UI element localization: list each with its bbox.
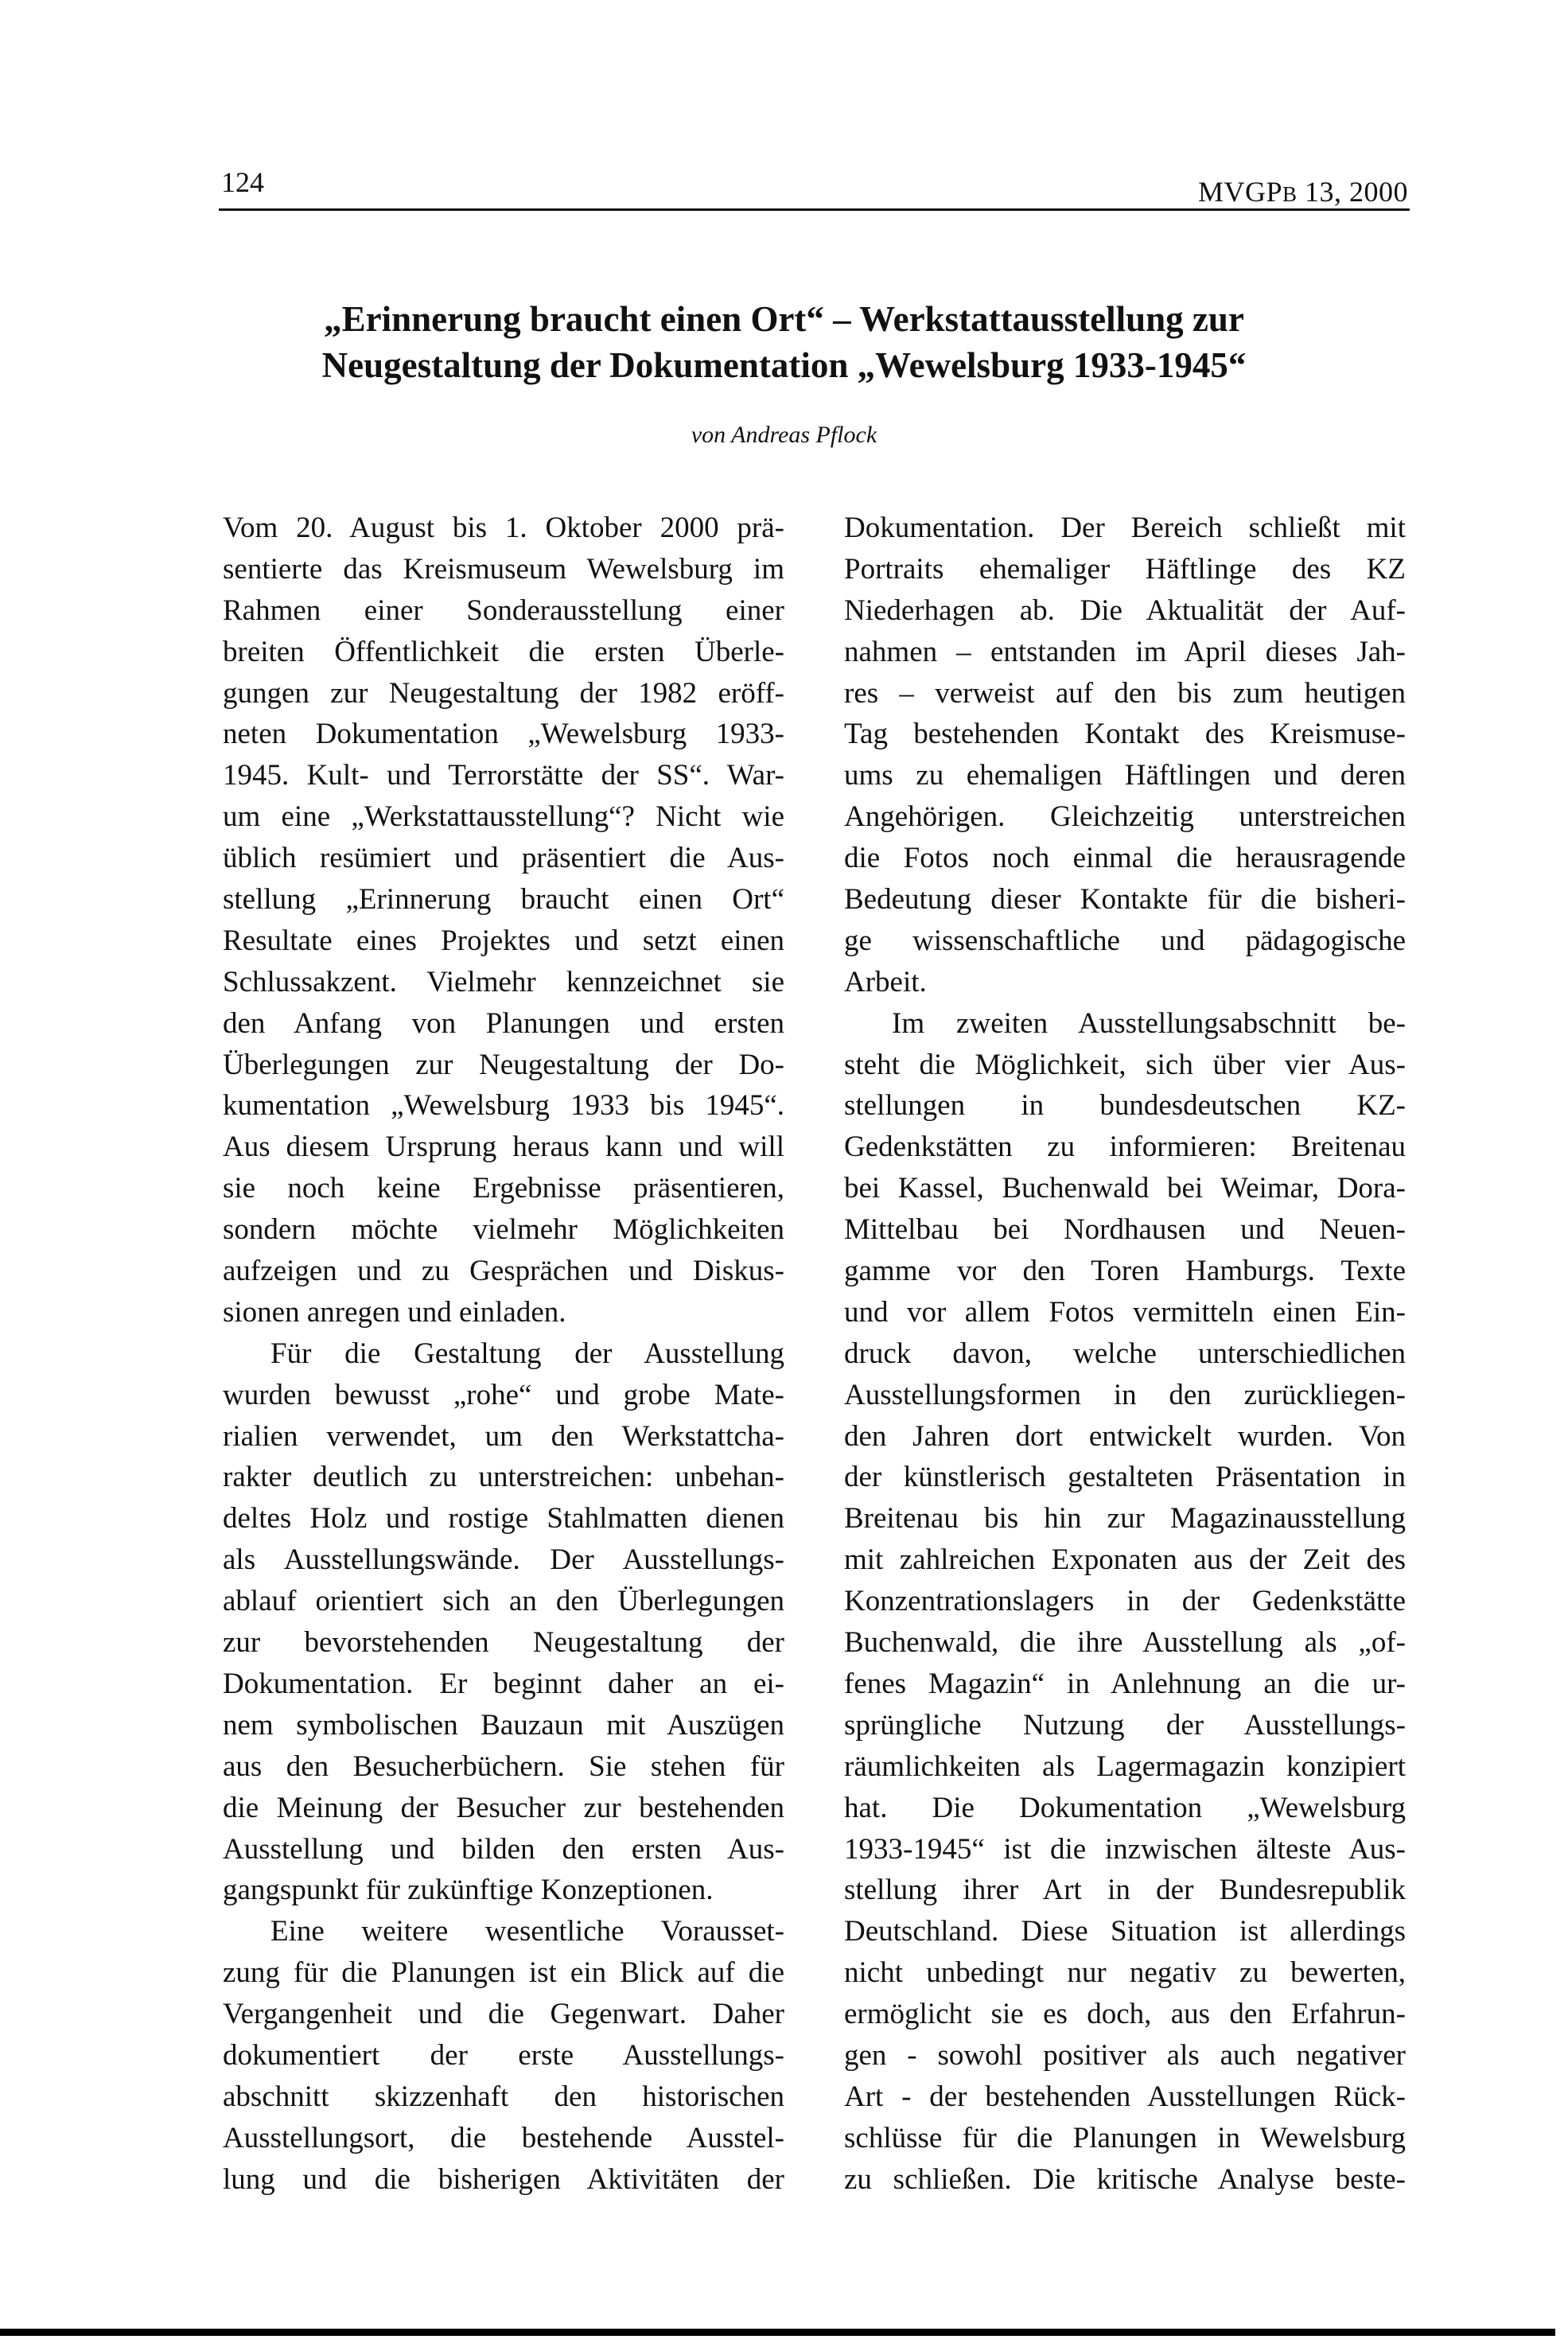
text-line: Dokumentation. Er beginnt daher an ei- [223,1667,784,1700]
title-line-1: „Erinnerung braucht einen Ort“ – Werkstattausstellung zur [324,299,1244,339]
text-line: rakter deutlich zu unterstreichen: unbehan- [223,1461,784,1494]
article-title [0,296,1568,388]
text-line: Tag bestehenden Kontakt des Kreismuse- [844,718,1406,751]
text-line: druck davon, welche unterschiedlichen [844,1337,1406,1370]
text-line: üblich resümiert und präsentiert die Aus- [223,842,784,875]
text-line: gungen zur Neugestaltung der 1982 eröff- [223,676,784,710]
text-line: Ausstellung und bilden den ersten Aus- [223,1832,784,1866]
text-line: den Anfang von Planungen und ersten [223,1006,784,1040]
text-line: rialien verwendet, um den Werkstattcha- [223,1419,784,1453]
text-line: gamme vor den Toren Hamburgs. Texte [844,1255,1406,1288]
journal-citation [1198,175,1408,208]
text-line: ermöglicht sie es doch, aus den Erfahrun- [844,1998,1406,2031]
text-line: kumentation „Wewelsburg 1933 bis 1945“. [223,1089,784,1123]
text-line: ablauf orientiert sich an den Überlegungen [223,1585,784,1618]
text-line: sondern möchte vielmehr Möglichkeiten [223,1213,784,1247]
text-line: Gedenkstätten zu informieren: Breitenau [844,1131,1406,1164]
text-line: Rahmen einer Sonderausstellung einer [223,594,784,627]
text-line: Vom 20. August bis 1. Oktober 2000 prä- [223,512,784,544]
text-line: 1945. Kult- und Terrorstätte der SS“. War- [223,759,784,792]
bottom-scan-border [0,2329,1555,2336]
text-line: zung für die Planungen ist ein Blick auf die [223,1956,784,1990]
text-line: sentierte das Kreismuseum Wewelsburg im [223,552,784,586]
text-line: ums zu ehemaligen Häftlingen und deren [844,759,1406,792]
text-line: bei Kassel, Buchenwald bei Weimar, Dora- [844,1172,1406,1205]
text-line: dokumentiert der erste Ausstellungs- [223,2038,784,2072]
text-line: Vergangenheit und die Gegenwart. Daher [223,1998,784,2031]
text-line: den Jahren dort entwickelt wurden. Von [844,1419,1406,1453]
text-line: Resultate eines Projektes und setzt einen [223,924,784,957]
text-line: ge wissenschaftliche und pädagogische [844,924,1406,957]
text-line: abschnitt skizzenhaft den historischen [223,2080,784,2113]
text-line: Dokumentation. Der Bereich schließt mit [844,512,1406,544]
journal-volume-year: 13, 2000 [1297,176,1408,208]
text-line: Mittelbau bei Nordhausen und Neuen- [844,1213,1406,1247]
text-line: aus den Besucherbüchern. Sie stehen für [223,1749,784,1783]
text-line: 1933-1945“ ist die inzwischen älteste Aus- [844,1832,1406,1866]
text-line: Überlegungen zur Neugestaltung der Do- [223,1048,784,1081]
text-line: Schlussakzent. Vielmehr kennzeichnet sie [223,965,784,998]
text-line: Angehörigen. Gleichzeitig unterstreichen [844,800,1406,834]
text-line: zu schließen. Die kritische Analyse beste- [844,2162,1406,2196]
text-line: fenes Magazin“ in Anlehnung an die ur- [844,1667,1406,1700]
body-column-left [223,508,784,2201]
body-column-right [844,508,1406,2201]
text-line: Ausstellungsort, die bestehende Ausstel- [223,2121,784,2154]
text-line: Ausstellungsformen in den zurückliegen- [844,1378,1406,1411]
text-line: wurden bewusst „rohe“ und grobe Mate- [223,1378,784,1411]
text-line: sprüngliche Nutzung der Ausstellungs- [844,1708,1406,1742]
header-rule [219,208,1410,211]
text-line: und vor allem Fotos vermitteln einen Ein- [844,1295,1406,1329]
running-head [221,165,1408,213]
text-line: schlüsse für die Planungen in Wewelsburg [844,2121,1406,2154]
text-line: Konzentrationslagers in der Gedenkstätte [844,1585,1406,1618]
text-line: Portraits ehemaliger Häftlinge des KZ [844,552,1406,586]
text-line: Für die Gestaltung der Ausstellung [270,1337,784,1370]
text-line: Aus diesem Ursprung heraus kann und will [223,1131,784,1164]
text-line: Niederhagen ab. Die Aktualität der Auf- [844,594,1406,627]
text-line: die Fotos noch einmal die herausragende [844,842,1406,875]
text-line: hat. Die Dokumentation „Wewelsburg [844,1791,1406,1824]
text-line: lung und die bisherigen Aktivitäten der [223,2162,784,2196]
text-line: aufzeigen und zu Gesprächen und Diskus- [223,1255,784,1288]
text-line: neten Dokumentation „Wewelsburg 1933- [223,718,784,751]
text-line: mit zahlreichen Exponaten aus der Zeit des [844,1543,1406,1577]
journal-abbrev-smallcap: B [1282,182,1298,206]
text-line: nem symbolischen Bauzaun mit Auszügen [223,1708,784,1742]
text-line: deltes Holz und rostige Stahlmatten dienen [223,1502,784,1535]
text-line: Im zweiten Ausstellungsabschnitt be- [892,1006,1406,1040]
text-line: als Ausstellungswände. Der Ausstellungs- [223,1543,784,1577]
text-line: zur bevorstehenden Neugestaltung der [223,1626,784,1660]
text-line: Eine weitere wesentliche Vorausset- [270,1915,784,1948]
text-line: gangspunkt für zukünftige Konzeptionen. [223,1874,714,1907]
text-line: stellung „Erinnerung braucht einen Ort“ [223,883,784,917]
text-line: steht die Möglichkeit, sich über vier Aus- [844,1048,1406,1081]
text-line: nicht unbedingt nur negativ zu bewerten, [844,1956,1406,1990]
text-line: gen - sowohl positiver als auch negativer [844,2038,1406,2072]
text-line: breiten Öffentlichkeit die ersten Überle- [223,635,784,668]
text-line: Bedeutung dieser Kontakte für die bisheri- [844,883,1406,917]
text-line: stellungen in bundesdeutschen KZ- [844,1089,1406,1123]
text-line: sionen anregen und einladen. [223,1295,566,1329]
text-line: stellung ihrer Art in der Bundesrepublik [844,1874,1406,1907]
author-byline: von Andreas Pflock [691,422,877,448]
text-line: Arbeit. [844,965,927,998]
text-line: räumlichkeiten als Lagermagazin konzipiert [844,1749,1406,1783]
text-line: sie noch keine Ergebnisse präsentieren, [223,1172,784,1205]
text-line: res – verweist auf den bis zum heutigen [844,676,1406,710]
text-line: Deutschland. Diese Situation ist allerdings [844,1915,1406,1948]
text-line: Art - der bestehenden Ausstellungen Rück- [844,2080,1406,2113]
text-line: Breitenau bis hin zur Magazinausstellung [844,1502,1406,1535]
text-line: der künstlerisch gestalteten Präsentation in [844,1461,1406,1494]
text-line: nahmen – entstanden im April dieses Jah- [844,635,1406,668]
title-line-2: Neugestaltung der Dokumentation „Wewelsburg 1933-1945“ [321,345,1247,385]
text-line: die Meinung der Besucher zur bestehenden [223,1791,784,1824]
text-line: Buchenwald, die ihre Ausstellung als „of- [844,1626,1406,1660]
journal-abbrev: MVGP [1197,176,1282,208]
page-number: 124 [221,166,264,198]
text-line: um eine „Werkstattausstellung“? Nicht wie [223,800,784,834]
